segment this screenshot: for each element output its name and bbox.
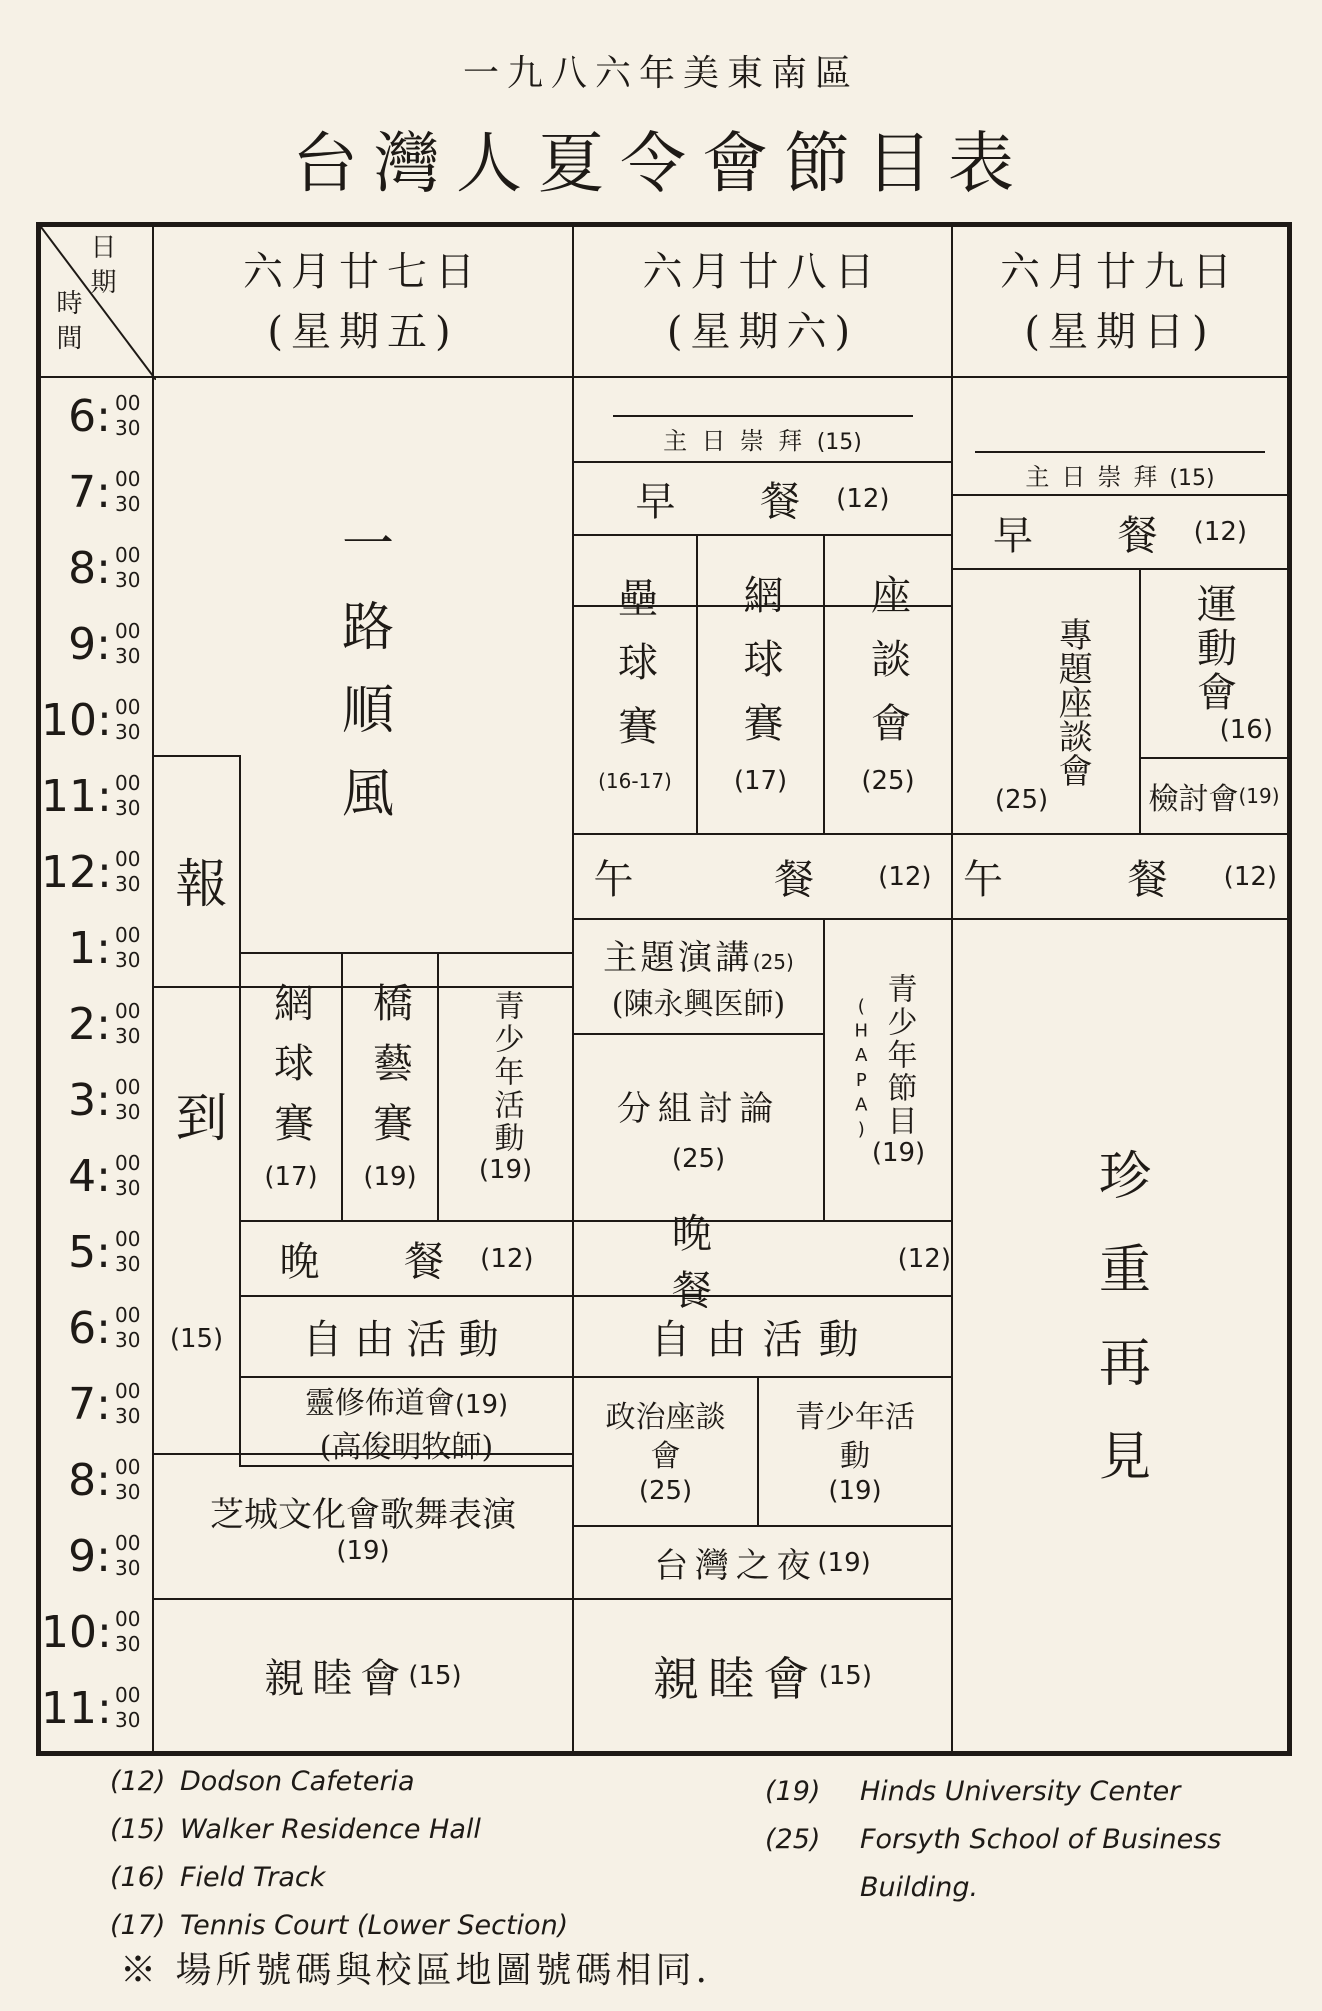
group-loc: (25)	[671, 1144, 726, 1174]
keynote-text: 主題演講	[603, 938, 753, 978]
politics-text: 政治座談會	[605, 1399, 726, 1474]
hour-label: 12:	[41, 846, 112, 898]
day-weekday: (星期六)	[666, 308, 859, 355]
sat-group-cell	[572, 1033, 825, 1222]
tennis-text: 網球賽	[267, 982, 314, 1162]
fri-dinner-cell	[239, 1220, 574, 1297]
breakfast-text: 早 餐	[992, 512, 1194, 559]
hour-label: 3:	[68, 1074, 111, 1126]
sun-panel-cell	[951, 568, 1141, 835]
devotion-loc: (19)	[454, 1389, 509, 1420]
hour-label: 9:	[68, 618, 111, 670]
fri-youth-cell	[437, 952, 574, 1222]
breakfast-loc: (12)	[836, 483, 890, 514]
minute-label: 30	[115, 1024, 141, 1048]
show-loc: (19)	[336, 1536, 390, 1566]
hour-label: 8:	[68, 542, 111, 594]
free-text: 自由活動	[302, 1317, 511, 1363]
forum-loc: (25)	[861, 765, 915, 796]
minute-labels	[115, 467, 140, 517]
hour-label: 6:	[68, 1302, 111, 1354]
hour-label: 11:	[41, 1682, 112, 1734]
time-slot	[41, 530, 152, 606]
minute-labels	[115, 695, 140, 745]
legend-item: Building.	[860, 1872, 979, 1903]
hour-label: 8:	[68, 1454, 111, 1506]
tennis-loc: (17)	[264, 1162, 318, 1192]
fri-free-cell	[239, 1295, 574, 1378]
time-slot	[41, 758, 152, 834]
legend-item: (17) Tennis Court (Lower Section)	[110, 1910, 569, 1941]
sun-review-cell	[1139, 757, 1289, 835]
corner-time-label: 時間	[52, 289, 82, 360]
sat-dinner-cell	[572, 1210, 953, 1314]
sun-sports-cell	[1139, 568, 1289, 759]
hour-label: 1:	[68, 922, 111, 974]
social-loc: (15)	[408, 1660, 462, 1691]
panel-loc: (25)	[994, 785, 1049, 815]
day-header-sun	[951, 225, 1289, 378]
forum-text: 座談會	[864, 573, 911, 766]
sat-lunch-cell	[572, 833, 953, 920]
sat-worship-cell	[572, 407, 953, 463]
taiwan-night-loc: (19)	[817, 1547, 871, 1578]
minute-labels	[115, 391, 140, 441]
time-slot	[41, 1214, 152, 1290]
sports-loc: (16)	[1219, 714, 1273, 745]
dinner-loc: (12)	[480, 1243, 534, 1274]
minute-label: 30	[115, 796, 141, 820]
sat-forum-cell	[823, 534, 953, 835]
group-text: 分組討論	[616, 1089, 781, 1129]
minute-labels	[115, 1379, 140, 1429]
minute-label: 30	[115, 1100, 141, 1124]
time-slot	[41, 1670, 152, 1746]
minute-label: 30	[115, 492, 141, 516]
minute-label: 30	[115, 1708, 141, 1732]
sun-farewell-cell	[951, 918, 1289, 1753]
worship-text: 主日崇拜	[663, 426, 817, 455]
fri-tennis-cell	[239, 952, 343, 1222]
time-slot	[41, 986, 152, 1062]
time-slot	[41, 910, 152, 986]
keynote-speaker: (陳永興医師)	[611, 987, 786, 1022]
sun-breakfast-cell	[951, 494, 1289, 570]
minute-label: 00	[115, 619, 141, 643]
minute-label: 00	[115, 1151, 141, 1175]
minute-labels	[115, 543, 140, 593]
minute-labels	[115, 847, 140, 897]
show-text: 芝城文化會歌舞表演	[210, 1495, 516, 1535]
minute-label: 00	[115, 467, 141, 491]
youth-loc: (19)	[828, 1475, 882, 1506]
taiwan-night-text: 台灣之夜	[654, 1546, 818, 1586]
legend-left	[110, 1758, 750, 1950]
time-slot	[41, 1594, 152, 1670]
time-slot	[41, 1442, 152, 1518]
lunch-loc: (12)	[1223, 861, 1278, 892]
hour-label: 9:	[68, 1530, 111, 1582]
corner-cell	[39, 225, 154, 378]
hour-label: 7:	[68, 1378, 111, 1430]
tennis-loc: (17)	[733, 765, 788, 796]
hour-label: 10:	[41, 694, 112, 746]
dinner-loc: (12)	[897, 1243, 951, 1274]
sat-softball-cell	[572, 534, 698, 835]
review-loc: (19)	[1238, 784, 1280, 808]
breakfast-loc: (12)	[1193, 517, 1248, 547]
sat-youth-cell	[757, 1376, 953, 1527]
social-text: 親睦會	[653, 1651, 819, 1706]
sat-tennis-cell	[696, 534, 825, 835]
minute-labels	[115, 1303, 140, 1353]
legend-item: (12) Dodson Cafeteria	[110, 1766, 415, 1797]
minute-labels	[115, 1455, 140, 1505]
title-line-1: 一九八六年美東南區	[462, 53, 859, 94]
day-date: 六月廿七日	[243, 248, 483, 295]
time-slot	[41, 1062, 152, 1138]
sat-keynote-cell	[572, 918, 825, 1035]
legend-item: (19) Hinds University Center	[765, 1776, 1181, 1807]
youth-text: 青少年活動	[795, 1399, 915, 1474]
legend-right	[765, 1768, 1305, 1912]
hour-label: 2:	[68, 998, 111, 1050]
politics-loc: (25)	[638, 1475, 693, 1506]
minute-label: 00	[115, 1379, 141, 1403]
minute-labels	[115, 1151, 140, 1201]
fri-social-cell	[152, 1598, 574, 1753]
lunch-loc: (12)	[878, 861, 932, 892]
hour-label: 5:	[68, 1226, 111, 1278]
breakfast-text: 早 餐	[635, 479, 837, 525]
journey-text: 一路順風	[332, 515, 393, 849]
sun-lunch-cell	[951, 833, 1289, 920]
minute-label: 00	[115, 1303, 141, 1327]
tennis-text: 網球賽	[737, 573, 783, 766]
youth-program-text: 青少年節目	[881, 972, 917, 1138]
sat-social-cell	[572, 1598, 953, 1753]
minute-labels	[115, 619, 140, 669]
bridge-loc: (19)	[363, 1162, 417, 1192]
dinner-text: 晚 餐	[279, 1239, 481, 1285]
worship-loc: (15)	[1169, 465, 1215, 491]
minute-label: 30	[115, 1252, 141, 1276]
minute-label: 30	[115, 872, 141, 896]
minute-label: 00	[115, 1531, 141, 1555]
lunch-text: 午 餐	[593, 857, 879, 903]
worship-loc: (15)	[816, 429, 862, 455]
minute-labels	[115, 1683, 140, 1733]
minute-label: 30	[115, 1176, 141, 1200]
time-slot	[41, 1518, 152, 1594]
sun-worship-cell	[951, 445, 1289, 497]
softball-text: 壘球賽	[611, 576, 658, 769]
bridge-text: 橋藝賽	[366, 982, 413, 1162]
minute-label: 30	[115, 416, 141, 440]
farewell-text: 珍重再見	[1089, 1148, 1150, 1523]
minute-label: 30	[115, 1480, 141, 1504]
fri-show-cell	[152, 1453, 574, 1600]
youth-program-loc: (19)	[871, 1137, 926, 1168]
registration-loc: (15)	[169, 1324, 224, 1354]
minute-label: 30	[115, 1632, 141, 1656]
minute-labels	[115, 1075, 140, 1125]
minute-label: 30	[115, 720, 141, 744]
dinner-text: 晚 餐	[671, 1210, 800, 1314]
free-text: 自由活動	[650, 1317, 875, 1363]
youth-loc: (19)	[478, 1154, 533, 1185]
sat-youth-program-cell	[823, 918, 953, 1222]
registration-text: 報到	[166, 856, 226, 1324]
minute-labels	[115, 771, 140, 821]
minute-label: 00	[115, 543, 141, 567]
day-date: 六月廿八日	[642, 248, 883, 295]
minute-label: 00	[115, 391, 141, 415]
sat-breakfast-cell	[572, 461, 953, 536]
panel-text: 專題座談會	[1052, 616, 1093, 787]
sat-free-cell	[572, 1295, 953, 1378]
page-title: 台灣人夏令會節目表	[292, 125, 1030, 202]
social-loc: (15)	[818, 1660, 872, 1691]
minute-label: 30	[115, 568, 141, 592]
youth-program-note: (HAPA)	[850, 996, 872, 1144]
minute-label: 00	[115, 847, 141, 871]
minute-label: 00	[115, 1075, 141, 1099]
time-slot	[41, 834, 152, 910]
legend-item: (16) Field Track	[110, 1862, 326, 1893]
time-slot	[41, 378, 152, 454]
day-weekday: (星期五)	[267, 308, 459, 355]
review-text: 檢討會	[1148, 782, 1239, 817]
worship-text: 主日崇拜	[1025, 462, 1170, 491]
day-date: 六月廿九日	[1000, 248, 1240, 295]
minute-label: 00	[115, 999, 141, 1023]
minute-labels	[115, 1227, 140, 1277]
minute-label: 00	[115, 695, 141, 719]
legend-item: (25) Forsyth School of Business	[765, 1824, 1222, 1855]
sports-text: 運動會	[1190, 582, 1237, 715]
minute-label: 00	[115, 1455, 141, 1479]
social-text: 親睦會	[264, 1656, 409, 1702]
hour-label: 4:	[68, 1150, 111, 1202]
time-slot	[41, 1366, 152, 1442]
minute-label: 00	[115, 923, 141, 947]
youth-text: 青少年活動	[488, 989, 524, 1155]
minute-label: 30	[115, 1328, 141, 1352]
devotion-text: 靈修佈道會	[304, 1385, 455, 1421]
corner-date-label: 日期	[86, 233, 116, 304]
schedule-table	[36, 222, 1292, 1756]
lunch-text: 午 餐	[962, 857, 1224, 903]
minute-label: 00	[115, 1683, 141, 1707]
minute-label: 30	[115, 1404, 141, 1428]
sat-politics-cell	[572, 1376, 759, 1527]
minute-labels	[115, 1531, 140, 1581]
minute-label: 00	[115, 1227, 141, 1251]
fri-bridge-cell	[341, 952, 439, 1222]
minute-label: 00	[115, 1607, 141, 1631]
time-slot	[41, 682, 152, 758]
time-slot	[41, 1138, 152, 1214]
hour-label: 11:	[41, 770, 112, 822]
day-header-fri	[152, 225, 574, 378]
minute-label: 00	[115, 771, 141, 795]
registration-cell	[152, 755, 241, 1455]
keynote-loc: (25)	[752, 950, 794, 974]
time-slot	[41, 454, 152, 530]
minute-label: 30	[115, 644, 141, 668]
sat-taiwan-night-cell	[572, 1525, 953, 1600]
minute-label: 30	[115, 1556, 141, 1580]
minute-labels	[115, 999, 140, 1049]
hour-label: 10:	[41, 1606, 112, 1658]
time-slot	[41, 1290, 152, 1366]
minute-label: 30	[115, 948, 141, 972]
time-slot	[41, 606, 152, 682]
softball-loc: (16-17)	[598, 768, 672, 793]
day-header-sat	[572, 225, 953, 378]
hour-label: 7:	[68, 466, 111, 518]
time-column	[39, 376, 154, 1753]
day-weekday: (星期日)	[1024, 308, 1216, 355]
hour-label: 6:	[68, 390, 111, 442]
minute-labels	[115, 923, 140, 973]
legend-item: (15) Walker Residence Hall	[110, 1814, 481, 1845]
legend-note: ※ 場所號碼與校區地圖號碼相同.	[120, 1950, 711, 1991]
devotion-speaker: (高俊明牧師)	[319, 1429, 494, 1465]
minute-labels	[115, 1607, 140, 1657]
